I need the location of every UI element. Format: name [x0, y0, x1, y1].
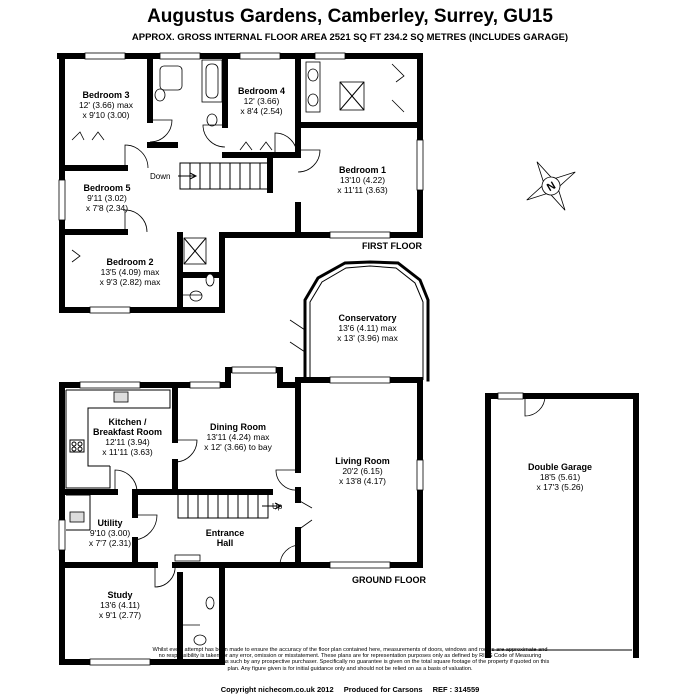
stairs-down-label: Down: [150, 172, 171, 181]
room-living: Living Room 20'2 (6.15) x 13'8 (4.17): [335, 456, 390, 486]
room-entrance-hall: Entrance Hall: [205, 528, 245, 548]
compass-north-letter: N: [545, 179, 558, 195]
room-bedroom-5: Bedroom 5 9'11 (3.02) x 7'8 (2.34): [83, 183, 131, 213]
first-floor-label: FIRST FLOOR: [362, 241, 422, 251]
room-utility: Utility 9'10 (3.00) x 7'7 (2.31): [88, 518, 132, 548]
footer-reference: REF : 314559: [432, 685, 480, 694]
footer-copyright: Copyright nichecom.co.uk 2012: [220, 685, 334, 694]
ground-floor-label: GROUND FLOOR: [352, 575, 426, 585]
wc-basin: [206, 597, 214, 609]
ground-floor-stairs: [178, 494, 281, 518]
first-floor-stairs: [178, 163, 270, 189]
footer-produced: Produced for Carsons: [343, 685, 423, 694]
wc-toilet: [194, 635, 206, 645]
garage-walls: [488, 393, 636, 655]
plan-title: Augustus Gardens, Camberley, Surrey, GU15: [147, 6, 553, 27]
room-bedroom-4: Bedroom 4 12' (3.66) x 8'4 (2.54): [237, 86, 285, 116]
room-dining: Dining Room 13'11 (4.24) max x 12' (3.66) to bay: [204, 422, 272, 452]
room-double-garage: Double Garage 18'5 (5.61) x 17'3 (5.26): [527, 462, 592, 492]
floor-area-subtitle: APPROX. GROSS INTERNAL FLOOR AREA 2521 SQ FT 234.2 SQ METRES (INCLUDES GARAGE): [131, 32, 569, 43]
disclaimer-text: Whilst every attempt has been made to ensure the accuracy of the floor plan contained here, measurements of doors, windows and rooms are approximate and no responsibility is taken for any error, omission or misstatement. These plans are for representation purposes only as defined by RICS Code of Measuring Practice and should be used as such by any prospective purchaser. Specifically no guarantee is given on the total square footage of the property if quoted on this plan. Any figure given is for initial guidance only and should not be relied on as a basis of valuation.: [150, 647, 550, 672]
room-bedroom-1: Bedroom 1 13'10 (4.22) x 11'11 (3.63): [337, 165, 388, 195]
room-bedroom-3: Bedroom 3 12' (3.66) max x 9'10 (3.00): [78, 90, 134, 120]
room-kitchen-breakfast: Kitchen / Breakfast Room 12'11 (3.94) x 11'11 (3.63): [92, 417, 163, 457]
kitchen-fittings: [66, 390, 170, 530]
footer: [0, 685, 700, 694]
room-study: Study 13'6 (4.11) x 9'1 (2.77): [98, 590, 142, 620]
dining-bay-window: [232, 367, 276, 373]
stairs-up-label: Up: [272, 502, 283, 511]
room-bedroom-2: Bedroom 2 13'5 (4.09) max x 9'3 (2.82) max: [99, 257, 161, 287]
room-conservatory: Conservatory 13'6 (4.11) max x 13' (3.96) max: [337, 313, 398, 343]
